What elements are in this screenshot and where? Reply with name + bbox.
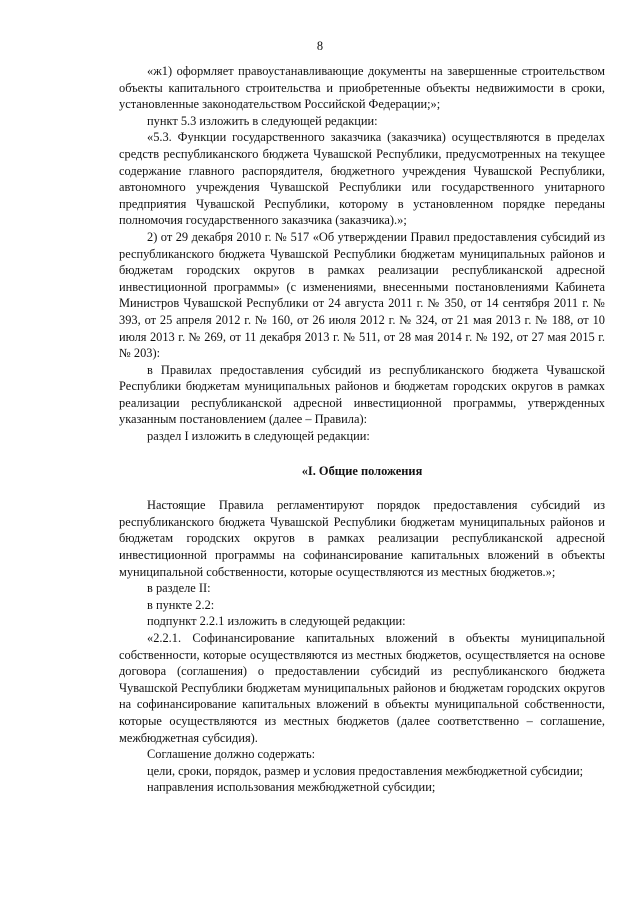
paragraph: Настоящие Правила регламентируют порядок предоставления субсидий из республиканского бюджета Чувашской Республики бюджетам муниципальных районов и бюджетам городских округов в рамках реализации республиканской адресной инвестиционной программы на софинансирование капитальных вложений в объекты муниципальной собственности, которые осуществляются из местных бюджетов.»; [119, 498, 605, 579]
paragraph: пункт 5.3 изложить в следующей редакции: [147, 113, 378, 128]
paragraph: в Правилах предоставления субсидий из республиканского бюджета Чувашской Республики бюджетам муниципальных районов и бюджетам городских округов в рамках реализации республиканской адресной инвестиционной программы, утвержденных указанным постановлением (далее – Правила): [119, 362, 605, 427]
paragraph: Соглашение должно содержать: [147, 747, 316, 762]
paragraph: раздел I изложить в следующей редакции: [147, 429, 370, 444]
paragraph: «ж1) оформляет правоустанавливающие документы на завершенные строительством объекты капитального строительства и приобретенные объекты недвижимости в сроки, установленные законодательством Российской Федерации;»; [119, 64, 605, 112]
page-number: 8 [316, 39, 324, 53]
paragraph: направления использования межбюджетной субсидии; [147, 780, 436, 795]
paragraph: «5.3. Функции государственного заказчика (заказчика) осуществляются в пределах средств республиканского бюджета Чувашской Республики, предусмотренных на текущее содержание главного распорядителя, бюджетного учреждения Чувашской Республики, автономного учреждения Чувашской Республики или государственного унитарного предприятия Чувашской Республики, которому в установленном порядке переданы полномочия государственного заказчика (заказчика).»; [119, 130, 605, 228]
paragraph: 2) от 29 декабря 2010 г. № 517 «Об утверждении Правил предоставления субсидий из республиканского бюджета Чувашской Республики бюджетам муниципальных районов и бюджетам городских округов в рамках реализации республиканской адресной инвестиционной программы» (с изменениями, внесенными постановлениями Кабинета Министров Чувашской Республики от 24 августа 2011 г. № 350, от 14 сентября 2011 г. № 393, от 25 апреля 2012 г. № 160, от 26 июля 2012 г. № 324, от 21 мая 2013 г. № 188, от 10 июля 2013 г. № 269, от 11 декабря 2013 г. № 511, от 28 мая 2014 г. № 192, от 27 мая 2015 г. № 203): [119, 229, 605, 361]
paragraph: в разделе II: [147, 581, 211, 596]
paragraph: в пункте 2.2: [147, 597, 215, 612]
paragraph: «2.2.1. Софинансирование капитальных вложений в объекты муниципальной собственности, которые осуществляются из местных бюджетов, осуществляется на основе договора (соглашения) о предоставлении субсидий из республиканского бюджета Чувашской Республики бюджетам муниципальных районов и бюджетам городских округов на софинансирование капитальных вложений в объекты муниципальной собственности, которые осуществляются из местных бюджетов (далее соответственно – соглашение, межбюджетная субсидия). [119, 631, 605, 745]
paragraph: цели, сроки, порядок, размер и условия предоставления межбюджетной субсидии; [147, 763, 584, 778]
document-body [119, 63, 605, 796]
paragraph: подпункт 2.2.1 изложить в следующей редакции: [147, 614, 406, 629]
section-heading: «I. Общие положения [301, 463, 423, 478]
